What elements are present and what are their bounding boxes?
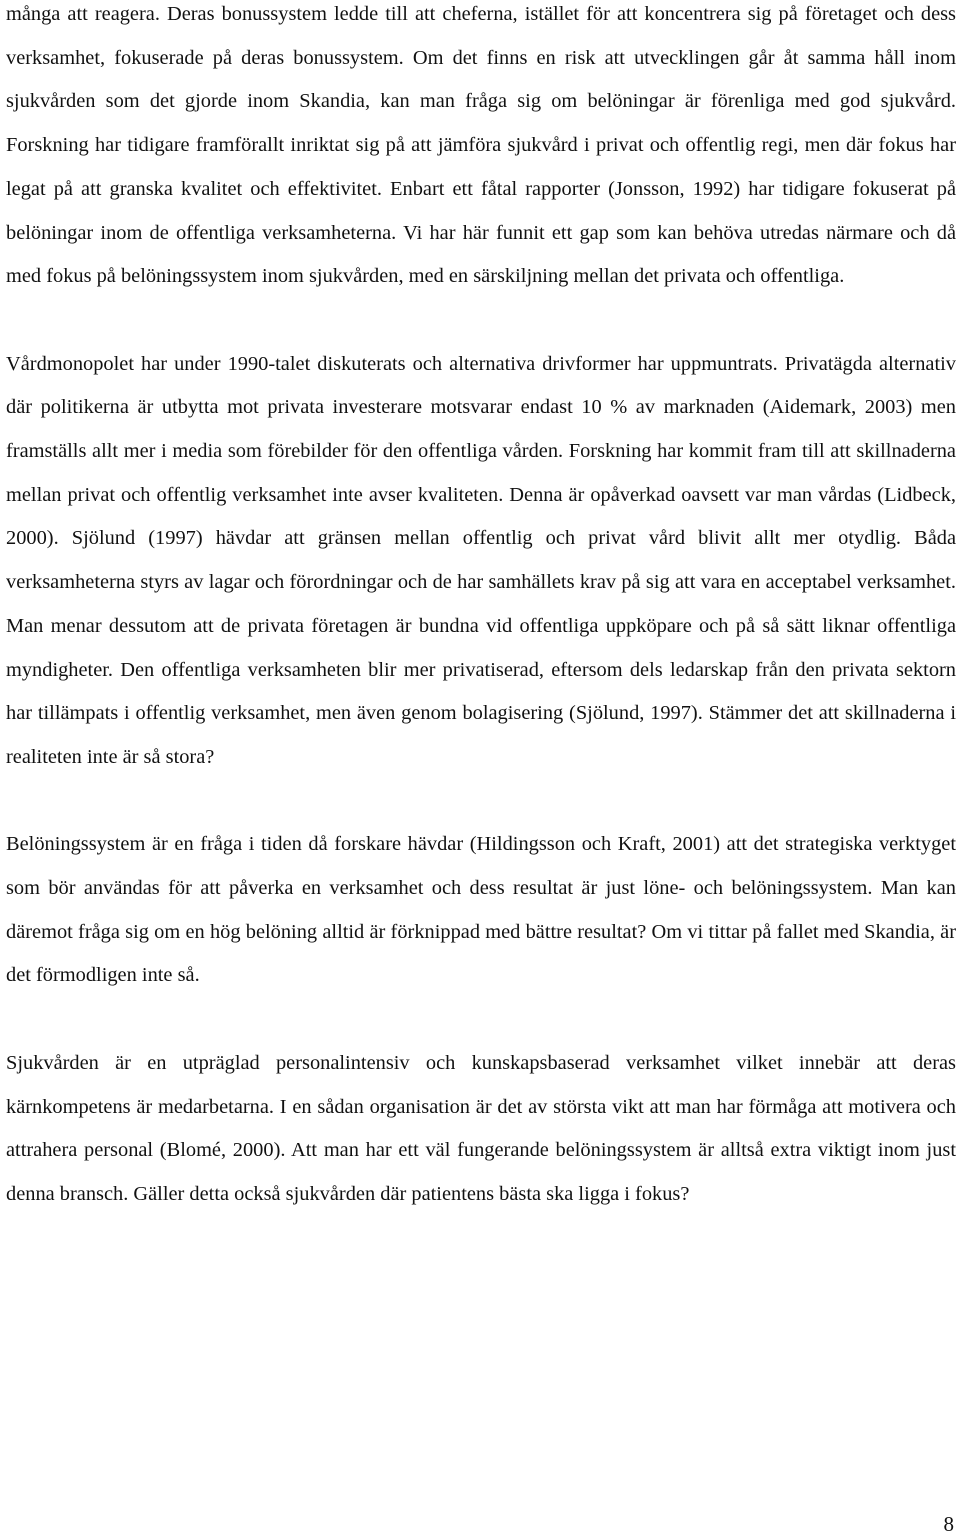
paragraph-care-monopoly: Vårdmonopolet har under 1990-talet diskuterats och alternativa drivformer har uppmuntrats. Privatägda alternativ där politikerna är utbytta mot privata investerare motsvarar endast 10 % av marknaden (Aidemark, 2003) men framställs allt mer i media som förebilder för den offentliga vården. Forskning har kommit fram till att skillnaderna mellan privat och offentlig verksamhet inte avser kvaliteten. Denna är opåverkad oavsett var man vårdas (Lidbeck, 2000). Sjölund (1997) hävdar att gränsen mellan offentlig och privat vård blivit allt mer otydlig. Båda verksamheterna styrs av lagar och förordningar och de har samhällets krav på sig att vara en acceptabel verksamhet. Man menar dessutom att de privata företagen är bundna vid offentliga uppköpare och på så sätt liknar offentliga myndigheter. Den offentliga verksamheten blir mer privatiserad, eftersom dels ledarskap från den privata sektorn har tillämpats i offentlig verksamhet, men även genom bolagisering (Sjölund, 1997). Stämmer det att skillnaderna i realiteten inte är så stora? <box>6 352 956 768</box>
page-number: 8 <box>943 1512 954 1536</box>
paragraph-reward-systems: Belöningssystem är en fråga i tiden då forskare hävdar (Hildingsson och Kraft, 2001) att det strategiska verktyget som bör användas för att påverka en verksamhet och dess resultat är just löne- och belöningssystem. Man kan däremot fråga sig om en hög belöning alltid är förknippad med bättre resultat? Om vi tittar på fallet med Skandia, är det förmodligen inte så. <box>6 833 956 987</box>
paragraph-healthcare-staff: Sjukvården är en utpräglad personalintensiv och kunskapsbaserad verksamhet vilket innebär att deras kärnkompetens är medarbetarna. I en sådan organisation är det av största vikt att man har förmåga att motivera och attrahera personal (Blomé, 2000). Att man har ett väl fungerande belöningssystem är alltså extra viktigt inom just denna bransch. Gäller detta också sjukvården där patientens bästa ska ligga i fokus? <box>6 1051 956 1205</box>
document-body <box>6 0 956 1217</box>
paragraph-bonus-system: många att reagera. Deras bonussystem ledde till att cheferna, istället för att koncentrera sig på företaget och dess verksamhet, fokuserade på deras bonussystem. Om det finns en risk att utvecklingen går åt samma håll inom sjukvården som det gjorde inom Skandia, kan man fråga sig om belöningar är förenliga med god sjukvård. Forskning har tidigare framförallt inriktat sig på att jämföra sjukvård i privat och offentlig regi, men där fokus har legat på att granska kvalitet och effektivitet. Enbart ett fåtal rapporter (Jonsson, 1992) har tidigare fokuserat på belöningar inom de offentliga verksamheterna. Vi har här funnit ett gap som kan behöva utredas närmare och då med fokus på belöningssystem inom sjukvården, med en särskiljning mellan det privata och offentliga. <box>6 3 956 288</box>
